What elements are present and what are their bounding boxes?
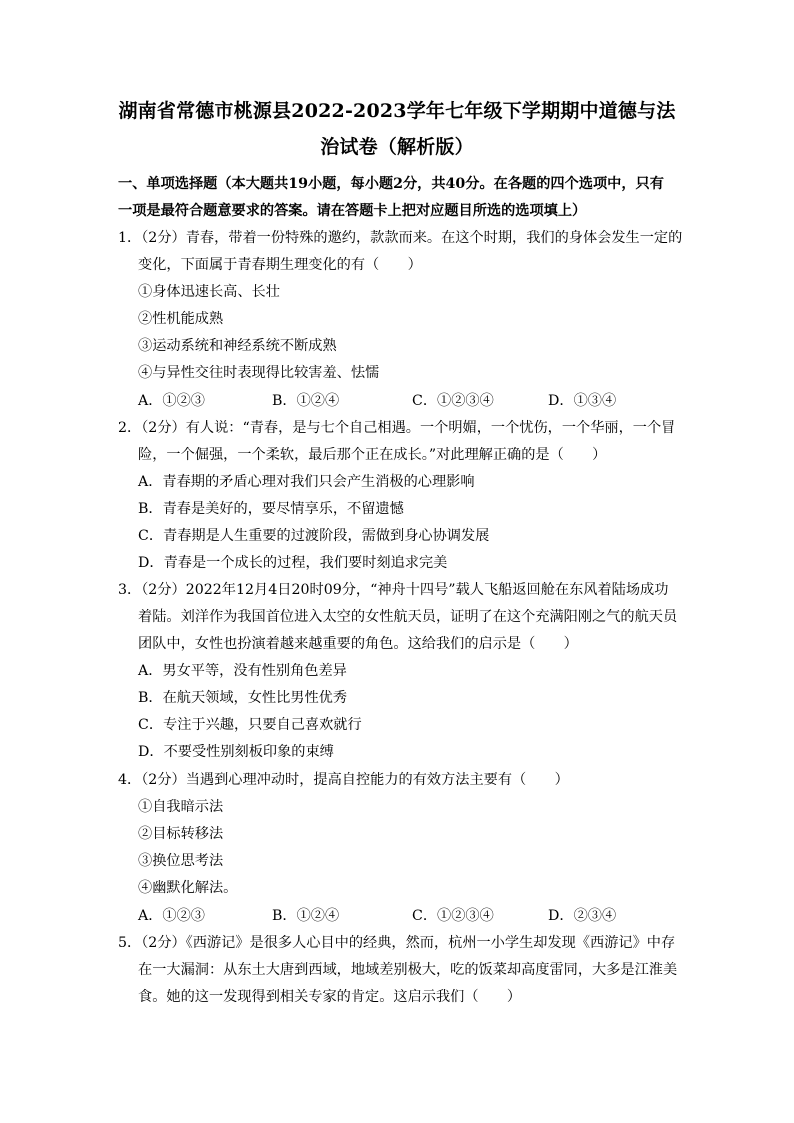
question-2-option-a: A．青春期的矛盾心理对我们只会产生消极的心理影响 [138,474,475,490]
question-1-stem-line-2: 变化，下面属于青春期生理变化的有（ ） [138,257,422,273]
question-4-item-3: ③换位思考法 [138,853,224,869]
question-3-option-b: B．在航天领域，女性比男性优秀 [138,690,348,706]
question-4-choice-b: B．①②④ [272,908,340,924]
question-4-choice-d: D．②③④ [548,908,617,924]
question-1-stem-line-1: 1．（2分）青春，带着一份特殊的邀约，款款而来。在这个时期，我们的身体会发生一定的 [118,230,683,246]
question-3-option-d: D．不要受性别刻板印象的束缚 [138,744,334,760]
question-4-choice-c: C．①②③④ [412,908,494,924]
section-heading-line-1: 一、单项选择题（本大题共19小题，每小题2分，共40分。在各题的四个选项中，只有 [118,176,664,192]
question-4-item-1: ①自我暗示法 [138,799,224,815]
question-1-item-2: ②性机能成熟 [138,311,224,327]
section-heading-line-2: 一项是最符合题意要求的答案。请在答题卡上把对应题目所选的选项填上） [118,203,587,219]
question-4-choice-a: A．①②③ [138,908,205,924]
section-heading [118,171,688,225]
question-3-option-a: A．男女平等，没有性别角色差异 [138,663,347,679]
question-3-stem-line-3: 团队中，女性也扮演着越来越重要的角色。这给我们的启示是（ ） [138,636,578,652]
question-2-stem-line-1: 2．（2分）有人说：“青春，是与七个自己相遇。一个明媚，一个忧伤，一个华丽，一个冒 [118,420,676,436]
question-1-choice-b: B．①②④ [272,393,340,409]
question-5-stem-line-1: 5．（2分）《西游记》是很多人心目中的经典，然而，杭州一小学生却发现《西游记》中存 [118,935,676,951]
question-2-option-c: C．青春期是人生重要的过渡阶段，需做到身心协调发展 [138,528,490,544]
question-1-choice-a: A．①②③ [138,393,205,409]
question-3-option-c: C．专注于兴趣，只要自己喜欢就行 [138,717,362,733]
question-4-item-2: ②目标转移法 [138,826,224,842]
question-1-item-3: ③运动系统和神经系统不断成熟 [138,338,337,354]
document-title-line-1: 湖南省常德市桃源县2022-2023学年七年级下学期期中道德与法 [118,100,676,122]
question-2-option-d: D．青春是一个成长的过程，我们要时刻追求完美 [138,555,448,571]
document-title-line-2: 治试卷（解析版） [320,136,474,158]
question-1-item-1: ①身体迅速长高、长壮 [138,284,280,300]
question-4-item-4: ④幽默化解法。 [138,880,238,896]
question-5-stem-line-2: 在一大漏洞：从东土大唐到西域，地域差别极大，吃的饭菜却高度雷同，大多是江淮美 [138,962,678,978]
question-5-stem-line-3: 食。她的这一发现得到相关专家的肯定。这启示我们（ ） [138,989,522,1005]
question-1-choice-c: C．①②③④ [412,393,494,409]
question-2-option-b: B．青春是美好的，要尽情享乐，不留遗憾 [138,501,404,517]
question-1-choice-d: D．①③④ [548,393,617,409]
question-4-stem-line-1: 4．（2分）当遇到心理冲动时，提高自控能力的有效方法主要有（ ） [118,772,569,788]
question-1-item-4: ④与异性交往时表现得比较害羞、怯懦 [138,365,380,381]
question-3-stem-line-2: 着陆。刘洋作为我国首位进入太空的女性航天员，证明了在这个充满阳刚之气的航天员 [138,609,678,625]
question-3-stem-line-1: 3．（2分）2022年12月4日20时09分，“神舟十四号”载人飞船返回舱在东风着陆场成功 [118,582,669,598]
question-2-stem-line-2: 险，一个倔强，一个柔软，最后那个正在成长。”对此理解正确的是（ ） [138,447,607,463]
